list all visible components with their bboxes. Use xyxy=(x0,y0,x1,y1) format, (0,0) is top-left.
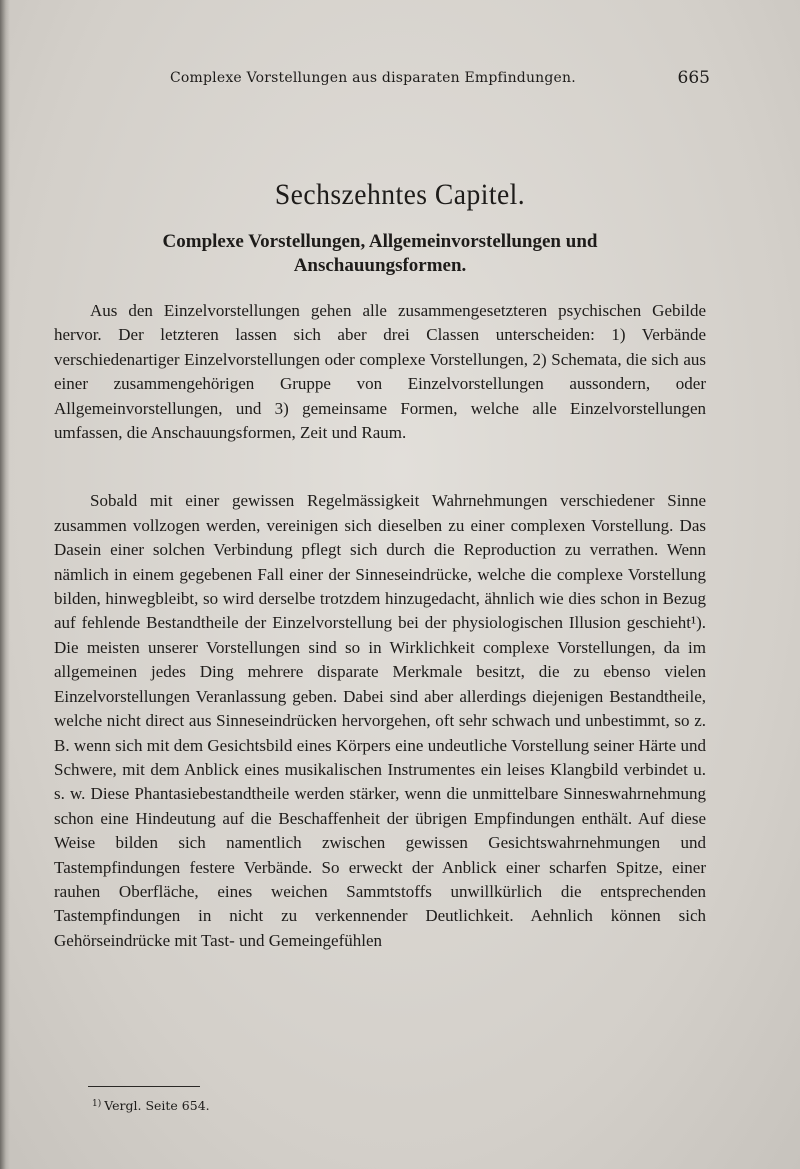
body-text xyxy=(54,299,706,953)
footnote-marker: 1) xyxy=(92,1099,102,1109)
footnote-divider xyxy=(88,1086,200,1087)
chapter-title: Sechszehntes Capitel. xyxy=(274,178,526,211)
paragraph-complex-ideas: Sobald mit einer gewissen Regelmässigkeit Wahrnehmungen verschiedener Sinne zusammen vollzogen werden, vereinigen sich dieselben zu einer complexen Vorstellung. Das Dasein einer solchen Verbindung pflegt sich durch die Reproduction zu verrathen. Wenn nämlich in einem gegebenen Fall einer der Sinneseindrücke, welche die complexe Vorstellung bilden, hinwegbleibt, so wird derselbe trotzdem hinzugedacht, ähnlich wie dies schon in Bezug auf fehlende Bestandtheile der Einzelvorstellung bei der physiologischen Illusion geschieht¹). Die meisten unserer Vorstellungen sind so in Wirklichkeit complexe Vorstellungen, da im allgemeinen jedes Ding mehrere disparate Merkmale besitzt, die zu ebenso vielen Einzelvorstellungen Veranlassung geben. Dabei sind aber allerdings diejenigen Bestandtheile, welche nicht direct aus Sinneseindrücken hervorgehen, oft sehr schwach und unbestimmt, so z. B. wenn sich mit dem Gesichtsbild eines Körpers eine undeutliche Vorstellung seiner Härte und Schwere, mit dem Anblick eines musikalischen Instrumentes ein leises Klangbild verbindet u. s. w. Diese Phantasiebestandtheile werden stärker, wenn die unmittelbare Sinneswahrnehmung schon eine Hindeutung auf die Beschaffenheit der übrigen Empfindungen enthält. Auf diese Weise bilden sich namentlich zwischen gewissen Gesichtswahrnehmungen und Tastempfindungen festere Verbände. So erweckt der Anblick einer scharfen Spitze, einer rauhen Oberfläche, eines weichen Sammtstoffs unwillkürlich die entsprechenden Tastempfindungen in nicht zu verkennender Deutlichkeit. Aehnlich können sich Gehörseindrücke mit Tast- und Gemeingefühlen xyxy=(54,491,706,950)
paragraph-intro: Aus den Einzelvorstellungen gehen alle zusammengesetzteren psychischen Gebilde hervor. Der letzteren lassen sich aber drei Classen unterscheiden: 1) Verbände verschiedenartiger Einzelvorstellungen oder complexe Vorstellungen, 2) Schemata, die sich aus einer zusammengehörigen Gruppe von Einzelvorstellungen aussondern, oder Allgemeinvorstellungen, und 3) gemeinsame Formen, welche alle Einzelvorstellungen umfassen, die Anschauungsformen, Zeit und Raum. xyxy=(54,301,706,443)
footnote xyxy=(92,1098,210,1113)
footnote-text: Vergl. Seite 654. xyxy=(104,1098,210,1113)
page-number: 665 xyxy=(677,68,710,88)
running-head: Complexe Vorstellungen aus disparaten Empfindungen. xyxy=(170,70,576,86)
chapter-subtitle: Complexe Vorstellungen, Allgemeinvorstellungen und Anschauungsformen. xyxy=(162,231,598,276)
page-binding-shadow xyxy=(0,0,10,1169)
